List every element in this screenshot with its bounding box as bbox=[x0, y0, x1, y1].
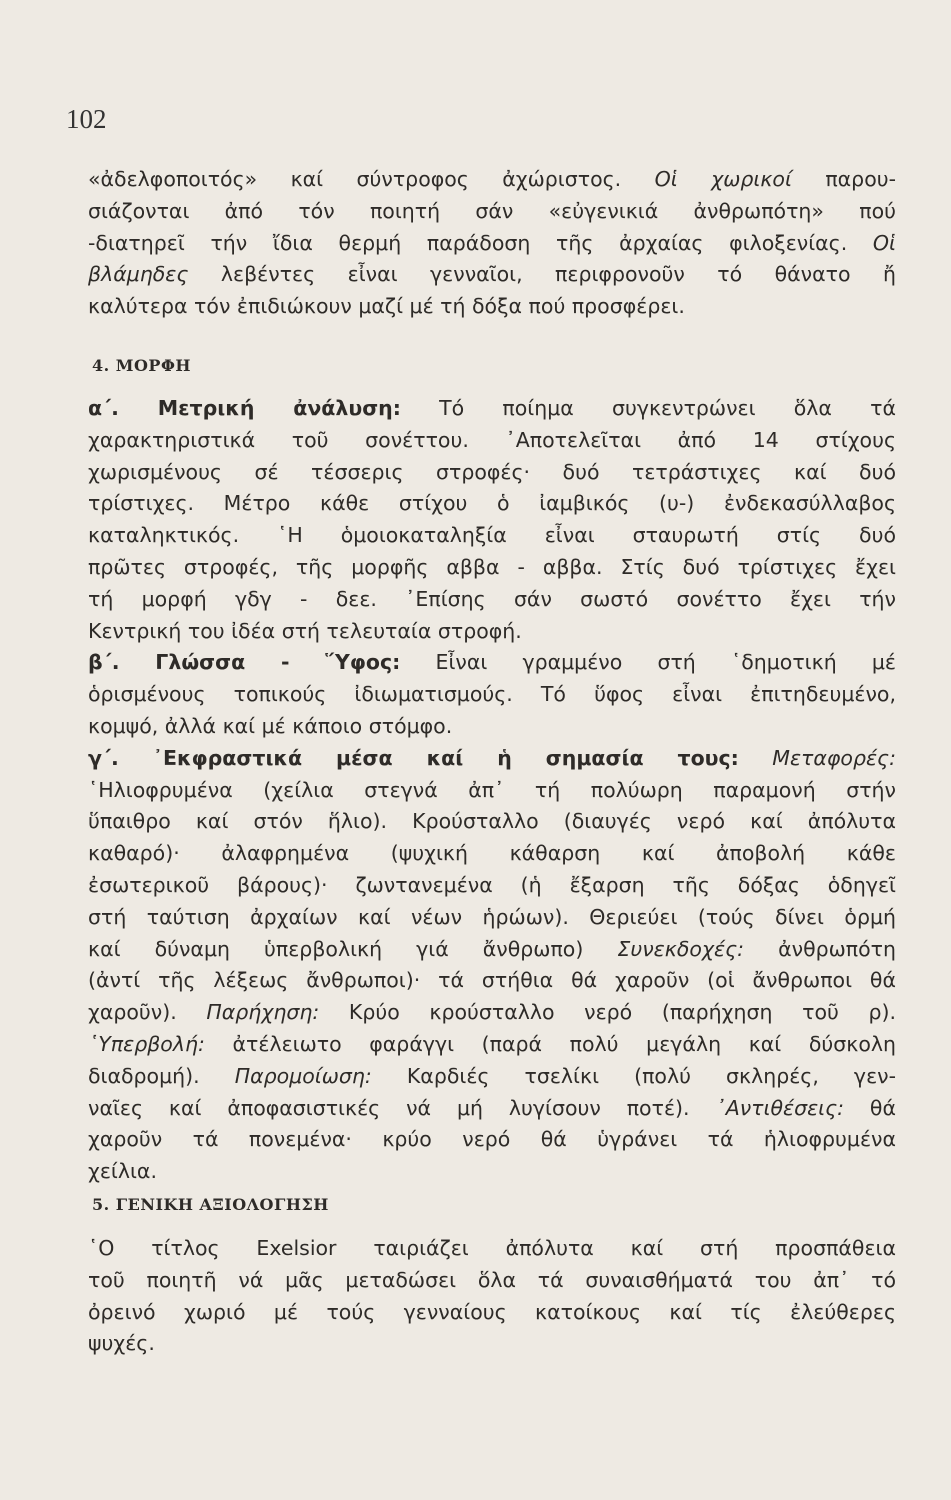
paragraph-intro bbox=[88, 164, 896, 323]
text-run: σιάζονται ἀπό τόν ποιητή σάν «εὐγενικιά ἀνθρωπότη» πού bbox=[88, 198, 896, 223]
text-line bbox=[88, 1029, 896, 1061]
text-run: ἐσωτερικοῦ βάρους)· ζωντανεμένα (ἡ ἔξαρση τῆς δόξας ὁδηγεῖ bbox=[88, 872, 896, 897]
text-line bbox=[88, 1233, 896, 1265]
text-run: ῾Ηλιοφρυμένα (χείλια στεγνά ἀπ᾿ τή πολύωρη παραμονή στήν bbox=[88, 777, 896, 802]
text-run: -διατηρεῖ τήν ἴδια θερμή παράδοση τῆς ἀρχαίας φιλοξενίας. bbox=[88, 230, 873, 255]
text-line bbox=[88, 870, 896, 902]
bold-run: α΄. Μετρική ἀνάλυση: bbox=[88, 396, 401, 420]
text-line bbox=[88, 1328, 896, 1360]
text-run: ψυχές. bbox=[88, 1331, 155, 1356]
text-run: τή μορφή γδγ - δεε. ᾿Επίσης σάν σωστό σονέττο ἔχει τήν bbox=[88, 586, 896, 611]
text-line bbox=[88, 196, 896, 228]
text-line bbox=[88, 616, 896, 648]
text-line bbox=[88, 1124, 896, 1156]
text-run: ναῖες καί ἀποφασιστικές νά μή λυγίσουν ποτέ). bbox=[88, 1095, 716, 1120]
section-heading-geniki-axiologisi: 5. ΓΕΝΙΚΗ ΑΞΙΟΛΟΓΗΣΗ bbox=[92, 1195, 329, 1214]
text-run: καθαρό)· ἀλαφρημένα (ψυχική κάθαρση καί ἀποβολή κάθε bbox=[88, 841, 896, 866]
text-line bbox=[88, 743, 896, 775]
text-line bbox=[88, 393, 896, 425]
bold-run: γ΄. ᾿Εκφραστικά μέσα καί ἡ σημασία τους: bbox=[88, 745, 739, 770]
text-line bbox=[88, 520, 896, 552]
text-run: Καρδιές τσελίκι (πολύ σκληρές, γεν- bbox=[371, 1063, 896, 1088]
text-run: κομψό, ἀλλά καί μέ κάποιο στόμφο. bbox=[88, 713, 453, 738]
text-run: χαροῦν τά πονεμένα· κρύο νερό θά ὑγράνει τά ἡλιοφρυμένα bbox=[88, 1127, 896, 1152]
text-line bbox=[88, 838, 896, 870]
text-line bbox=[88, 679, 896, 711]
text-line bbox=[88, 457, 896, 489]
text-run: τοῦ ποιητῆ νά μᾶς μεταδώσει ὅλα τά συναισθήματά του ἀπ᾿ τό bbox=[88, 1267, 896, 1292]
italic-run: Συνεκδοχές: bbox=[617, 936, 745, 961]
text-run: ἀτέλειωτο φαράγγι (παρά πολύ μεγάλη καί δύσκολη bbox=[204, 1031, 896, 1056]
section-heading-morfi: 4. ΜΟΡΦΗ bbox=[92, 356, 192, 375]
text-run: Εἶναι γραμμένο στή ῾δημοτική μέ bbox=[400, 650, 896, 675]
text-run: χαροῦν). bbox=[88, 1000, 207, 1025]
text-line bbox=[88, 711, 896, 743]
text-run: ἀνθρωπότη bbox=[744, 936, 897, 961]
text-run: ὀρεινό χωριό μέ τούς γενναίους κατοίκους καί τίς ἐλεύθερες bbox=[88, 1299, 896, 1324]
text-run: χωρισμένους σέ τέσσερις στροφές· δυό τετράστιχες καί δυό bbox=[88, 459, 896, 484]
italic-run: βλάμηδες bbox=[88, 262, 189, 287]
text-run: καλύτερα τόν ἐπιδιώκουν μαζί μέ τή δόξα πού προσφέρει. bbox=[88, 294, 685, 319]
text-run: ῾Ο τίτλος Exelsior ταιριάζει ἀπόλυτα καί στή προσπάθεια bbox=[88, 1236, 896, 1260]
text-line bbox=[88, 1156, 896, 1188]
italic-run: ᾿Αντιθέσεις: bbox=[715, 1095, 845, 1120]
text-run: Κρύο κρούσταλλο νερό (παρήχηση τοῦ ρ). bbox=[319, 1000, 896, 1025]
text-line bbox=[88, 488, 896, 520]
italic-run: Παρομοίωση: bbox=[234, 1063, 372, 1088]
text-line bbox=[88, 291, 896, 323]
text-run: παρου- bbox=[791, 167, 897, 191]
text-run: λεβέντες εἶναι γενναῖοι, περιφρονοῦν τό θάνατο ἤ bbox=[188, 262, 896, 287]
text-line bbox=[88, 1093, 896, 1125]
text-run: Τό ποίημα συγκεντρώνει ὅλα τά bbox=[400, 396, 896, 420]
text-line bbox=[88, 164, 896, 196]
text-run: καταληκτικός. ῾Η ὁμοιοκαταληξία εἶναι σταυρωτή στίς δυό bbox=[88, 523, 896, 548]
italic-run: ῾Υπερβολή: bbox=[88, 1031, 205, 1056]
text-run: διαδρομή). bbox=[88, 1063, 235, 1088]
page-number: 102 bbox=[66, 104, 107, 134]
italic-run: Οἱ χωρικοί bbox=[654, 167, 792, 191]
text-line bbox=[88, 259, 896, 291]
italic-run: Μεταφορές: bbox=[772, 745, 896, 770]
text-run: τρίστιχες. Μέτρο κάθε στίχου ὁ ἰαμβικός (υ-) ἐνδεκασύλλαβος bbox=[88, 491, 896, 516]
text-line bbox=[88, 425, 896, 457]
bold-run: β΄. Γλώσσα - Ὕφος: bbox=[88, 650, 401, 675]
text-line bbox=[88, 902, 896, 934]
text-run: ὁρισμένους τοπικούς ἰδιωματισμούς. Τό ὕφος εἶναι ἐπιτηδευμένο, bbox=[88, 682, 896, 707]
text-line bbox=[88, 228, 896, 260]
text-run: πρῶτες στροφές, τῆς μορφῆς αββα - αββα. Στίς δυό τρίστιχες ἔχει bbox=[88, 554, 896, 579]
text-line bbox=[88, 1297, 896, 1329]
text-line bbox=[88, 965, 896, 997]
text-run bbox=[739, 746, 772, 770]
italic-run: Οἱ bbox=[872, 230, 896, 255]
text-line bbox=[88, 552, 896, 584]
text-run: χαρακτηριστικά τοῦ σονέττου. ᾿Αποτελεῖται ἀπό 14 στίχους bbox=[88, 427, 896, 452]
text-run: θά bbox=[844, 1095, 896, 1120]
text-line bbox=[88, 934, 896, 966]
text-line bbox=[88, 647, 896, 679]
text-line bbox=[88, 997, 896, 1029]
paragraph-form-analysis bbox=[88, 393, 896, 1188]
paragraph-evaluation bbox=[88, 1233, 896, 1360]
text-line bbox=[88, 1061, 896, 1093]
text-run: χείλια. bbox=[88, 1159, 157, 1184]
text-line bbox=[88, 806, 896, 838]
text-line bbox=[88, 775, 896, 807]
text-run: στή ταύτιση ἀρχαίων καί νέων ἡρώων). Θεριεύει (τούς δίνει ὁρμή bbox=[88, 904, 896, 929]
text-line bbox=[88, 584, 896, 616]
text-run: καί δύναμη ὑπερβολική γιά ἄνθρωπο) bbox=[88, 936, 618, 961]
text-run: (ἀντί τῆς λέξεως ἄνθρωποι)· τά στήθια θά χαροῦν (οἱ ἄνθρωποι θά bbox=[88, 968, 896, 993]
text-run: Κεντρική του ἰδέα στή τελευταία στροφή. bbox=[88, 618, 522, 643]
text-run: «ἀδελφοποιτός» καί σύντροφος ἀχώριστος. bbox=[88, 167, 655, 191]
text-run: ὕπαιθρο καί στόν ἥλιο). Κρούσταλλο (διαυγές νερό καί ἀπόλυτα bbox=[88, 809, 896, 834]
text-line bbox=[88, 1265, 896, 1297]
italic-run: Παρήχηση: bbox=[206, 1000, 320, 1025]
